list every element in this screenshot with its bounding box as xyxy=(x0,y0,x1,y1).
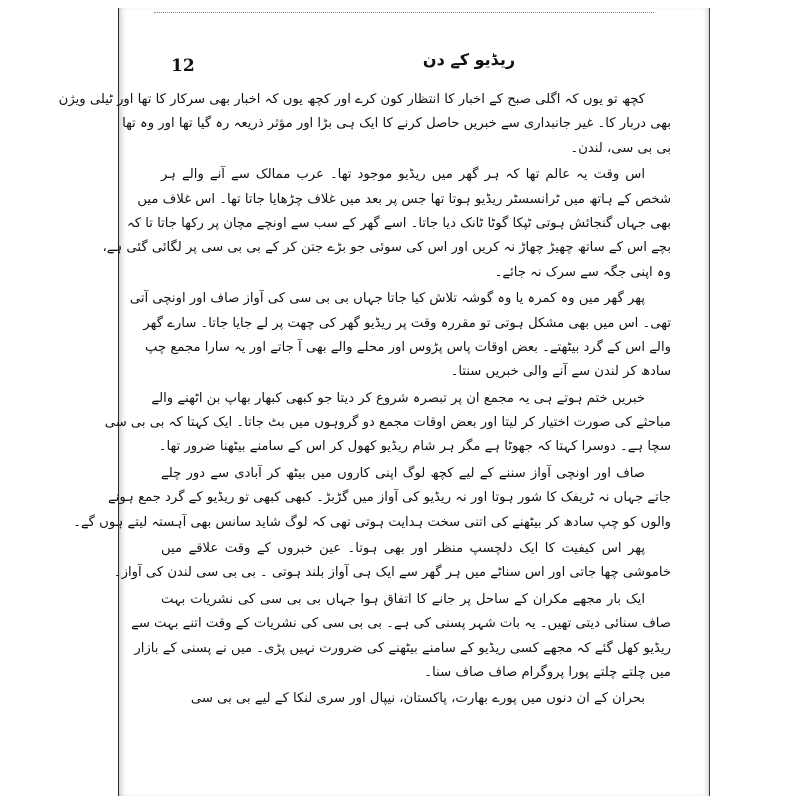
body-text xyxy=(58,88,671,712)
paragraph xyxy=(73,462,671,535)
running-title: ریڈیو کے دن xyxy=(422,50,516,69)
text-line: صاف سنائی دیتی تھیں۔ یہ بات شہر پسنی کی ہے۔ بی بی سی کی نشریات کے وقت اتنے بہت سے xyxy=(131,616,671,632)
text-line: بھی جہاں گنجائش ہوتی ٹپکا گوٹا ٹانک دیا جاتا۔ اسے گھر کے سب سے اونچے مچان پر رکھا جاتا تا کہ xyxy=(127,215,671,231)
text-line: سادھ کر لندن سے آنے والی خبریں سنتا۔ xyxy=(450,364,671,380)
text-line: جاتے جہاں نہ ٹریفک کا شور ہوتا اور نہ ریڈیو کی آواز میں گڑبڑ۔ کبھی کبھی تو ریڈیو کے گرد جمع ہونے xyxy=(107,490,671,506)
book-page xyxy=(58,8,710,796)
text-line: ایک بار مجھے مکران کے ساحل پر جانے کا اتفاق ہوا جہاں بی بی سی کی نشریات بہت xyxy=(161,591,645,607)
text-line: شخص کے ہاتھ میں ٹرانسسٹر ریڈیو ہوتا تھا جس پر بعد میں غلاف چڑھایا جاتا تھا۔ اس غلاف میں xyxy=(137,191,671,207)
text-line: ریڈیو کھل گئے کہ مجھے کسی ریڈیو کے سامنے بیٹھنے کی ضرورت نہیں پڑی۔ میں نے پسنی کے بازار xyxy=(134,640,671,656)
text-line: وہ اپنی جگہ سے سرک نہ جائے۔ xyxy=(494,264,671,280)
paragraph xyxy=(131,588,671,686)
text-line: بحران کے ان دنوں میں پورے بھارت، پاکستان، نیپال اور سری لنکا کے لیے بی بی سی xyxy=(190,691,645,707)
paragraph xyxy=(161,687,671,711)
text-line: خبریں ختم ہوتے ہی یہ مجمع ان پر تبصرہ شروع کر دیتا جو کبھی کبھار بھاپ بن اٹھنے والے xyxy=(151,390,645,406)
text-line: میں چلتے چلتے پورا پروگرام صاف صاف سنا۔ xyxy=(424,664,671,680)
text-line: بھی دربار کا۔ غیر جانبداری سے خبریں حاصل کرنے کا ایک ہی بڑا اور مؤثر ذریعہ رہ گیا تھا اور وہ تھا xyxy=(122,116,671,132)
text-line: پھر گھر میں وہ کمرہ یا وہ گوشہ تلاش کیا جاتا جہاں بی بی سی کی آواز صاف اور اونچی آتی xyxy=(129,291,645,307)
page-number: 12 xyxy=(171,56,195,76)
paragraph xyxy=(113,537,671,586)
text-line: والوں کو چپ سادھ کر بیٹھنے کی اتنی سخت ہدایت ہوتی تھی کہ لوگ شاید سانس بھی آہستہ لیتے ہوں گے۔ xyxy=(73,514,671,530)
text-line: خاموشی چھا جاتی اور اس سناٹے میں ہر گھر سے ایک ہی آواز بلند ہوتی ۔ بی بی سی لندن کی آواز۔ xyxy=(113,565,671,581)
paragraph xyxy=(104,387,671,460)
text-line: کچھ تو یوں کہ اگلی صبح کے اخبار کا انتظار کون کرے اور کچھ یوں کہ اخبار بھی سرکار کا تھا اور ٹیلی ویژن xyxy=(58,92,645,107)
paragraph xyxy=(58,88,671,161)
text-line: بچے اس کے ساتھ چھیڑ چھاڑ نہ کریں اور اس کی سوئی جو بڑے جتن کر کے بی بی سی پر لگائی گئی ہے، xyxy=(102,240,671,256)
scan-edge-mark xyxy=(154,12,654,15)
paragraph xyxy=(102,163,671,285)
text-line: تھی۔ اس میں بھی مشکل ہوتی تو مقررہ وقت پر ریڈیو گھر کی چھت پر لے جایا جاتا۔ سارے گھر xyxy=(143,315,671,331)
text-line: اس وقت یہ عالم تھا کہ ہر گھر میں ریڈیو موجود تھا۔ عرب ممالک سے آنے والے ہر xyxy=(161,167,645,183)
text-line: پھر اس کیفیت کا ایک دلچسپ منظر اور بھی ہوتا۔ عین خبروں کے وقت علاقے میں xyxy=(161,541,645,557)
text-line: بی بی سی، لندن۔ xyxy=(570,140,671,156)
text-line: مباحثے کی صورت اختیار کر لیتا اور بعض اوقات مجمع دو گروہوں میں بٹ جاتا۔ ایک کہتا کہ بی بی سی xyxy=(104,415,671,431)
text-line: سچا ہے۔ دوسرا کہتا کہ جھوٹا ہے مگر ہر شام ریڈیو کھول کر اس کے سامنے بیٹھنا ضرور تھا۔ xyxy=(158,439,671,455)
paragraph xyxy=(129,287,671,385)
text-line: والے اس کے گرد بیٹھتے۔ بعض اوقات پاس پڑوس اور محلے والے بھی آ جاتے اور یہ سارا مجمع چپ xyxy=(145,339,671,355)
text-line: صاف اور اونچی آواز سننے کے لیے کچھ لوگ اپنی کاروں میں بیٹھ کر آبادی سے دور چلے xyxy=(161,465,645,481)
